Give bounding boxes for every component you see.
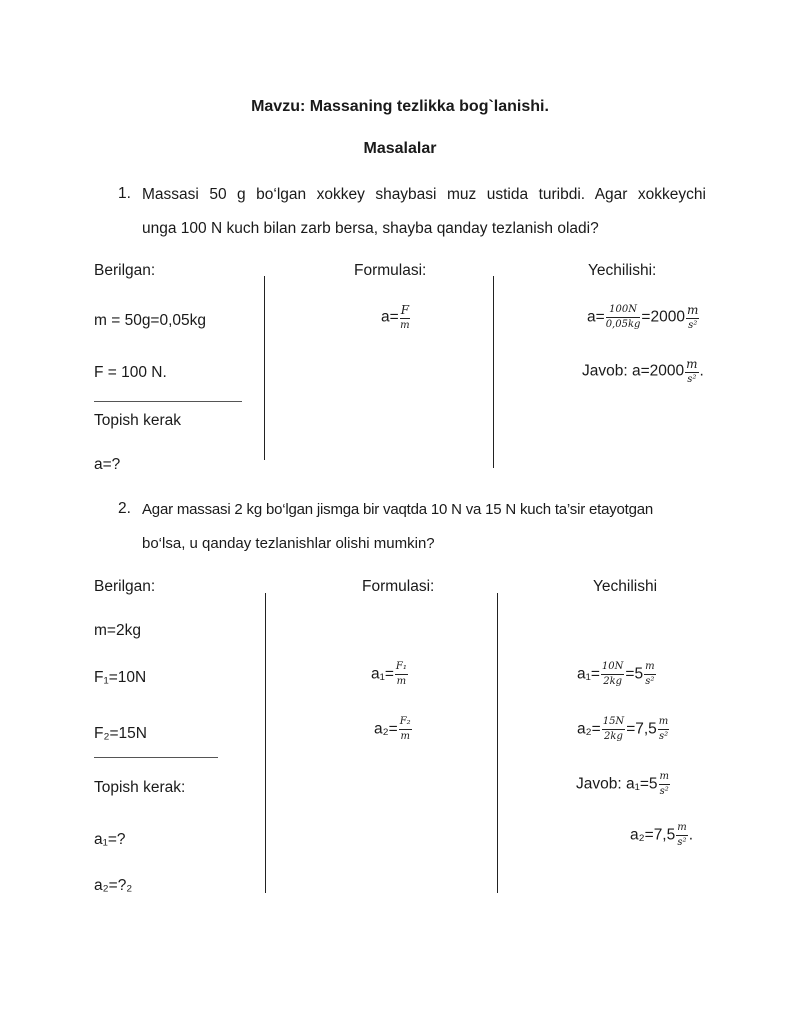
p1-solution-lhs: a= — [587, 308, 605, 326]
p2-formula-2-fraction — [399, 717, 412, 742]
p2-solution-1-unit-num: m — [644, 662, 655, 675]
p2-given-header: Berilgan: — [94, 578, 156, 595]
p1-find-label: Topish kerak — [94, 412, 182, 429]
p1-formula-lhs: a= — [381, 308, 399, 326]
p2-solution-1 — [577, 662, 657, 687]
p2-given-separator — [94, 757, 218, 758]
p1-solution-unit-num: m — [686, 303, 699, 317]
p2-formula-1-num: F₁ — [395, 662, 408, 675]
p2-given-force-2: F₂=15N — [94, 725, 147, 742]
p2-solution-2-unit-num: m — [658, 717, 669, 730]
problem-2-number: 2. — [118, 500, 131, 517]
p2-find-value-2: a₂=?₂ — [94, 877, 133, 894]
p2-solution-1-fraction — [601, 662, 624, 687]
p1-answer-unit-den: s² — [687, 374, 697, 385]
page-title: Mavzu: Massaning tezlikka bog`lanishi. — [251, 98, 549, 115]
p1-formula-fraction — [400, 304, 410, 331]
p2-solution-2-unit-den: s² — [658, 731, 669, 742]
p1-answer-unit — [685, 358, 698, 385]
p2-formula-2-num: F₂ — [399, 717, 412, 730]
p1-solution-unit-den: s² — [688, 320, 698, 331]
p2-solution-1-lhs: a₁= — [577, 665, 600, 683]
p2-answer-2-suffix: . — [688, 826, 694, 844]
p1-given-force: F = 100 N. — [94, 364, 167, 381]
p1-answer — [582, 358, 704, 385]
p2-solution-2-den: 2kg — [604, 731, 623, 742]
p1-given-mass: m = 50g=0,05kg — [94, 312, 207, 329]
p2-formula-1-fraction — [395, 662, 408, 687]
p2-divider-left — [265, 593, 266, 893]
p2-solution-1-unit — [644, 662, 655, 687]
p2-answer-1-unit-den: s² — [659, 786, 669, 797]
p2-answer-2-unit — [676, 823, 687, 848]
p2-find-label: Topish kerak: — [94, 779, 186, 796]
p1-formula-header: Formulasi: — [354, 262, 427, 279]
p1-given-header: Berilgan: — [94, 262, 156, 279]
p2-formula-2-den: m — [400, 731, 410, 742]
problem-1-text-line-1: Massasi 50 g bo‘lgan xokkey shaybasi muz ustida turibdi. Agar xokkeychi — [142, 186, 706, 203]
problem-1-number: 1. — [118, 185, 131, 202]
p2-solution-1-num: 10N — [601, 662, 624, 675]
p2-answer-1-unit — [659, 772, 670, 797]
p1-solution-unit — [686, 304, 699, 331]
p2-formula-1 — [371, 662, 409, 687]
p2-answer-1-text: Javob: a₁=5 — [576, 775, 658, 793]
p1-solution-fraction — [606, 305, 641, 330]
p2-given-force-1: F₁=10N — [94, 669, 147, 686]
section-subtitle: Masalalar — [363, 140, 437, 157]
problem-2-text-line-1: Agar massasi 2 kg bo‘lgan jismga bir vaqtda 10 N va 15 N kuch ta’sir etayotgan — [142, 501, 654, 518]
p2-formula-2-lhs: a₂= — [374, 720, 398, 738]
p1-formula — [381, 304, 411, 331]
p2-answer-2-unit-num: m — [676, 823, 687, 836]
p2-solution-2-fraction — [602, 717, 625, 742]
p1-divider-left — [264, 276, 265, 460]
p1-find-value: a=? — [94, 456, 121, 473]
p2-formula-2 — [374, 717, 413, 742]
p1-formula-den: m — [400, 320, 410, 331]
p1-solution-result: =2000 — [641, 308, 685, 326]
p2-answer-2 — [630, 823, 693, 848]
problem-2-text-line-2: bo‘lsa, u qanday tezlanishlar olishi mumkin? — [142, 535, 435, 552]
p1-solution-num: 100N — [606, 305, 641, 318]
p2-solution-1-den: 2kg — [603, 676, 623, 687]
p2-formula-1-lhs: a₁= — [371, 665, 394, 683]
p1-given-separator — [94, 401, 242, 402]
p2-solution-2-unit — [658, 717, 669, 742]
p1-answer-suffix: . — [699, 362, 704, 380]
p2-answer-1 — [576, 772, 671, 797]
p2-given-mass: m=2kg — [94, 622, 141, 639]
p2-solution-2-lhs: a₂= — [577, 720, 601, 738]
p1-answer-text: Javob: a=2000 — [582, 362, 685, 380]
p1-solution — [587, 304, 700, 331]
p1-formula-num: F — [400, 303, 410, 317]
p2-solution-1-result: =5 — [625, 665, 644, 683]
p1-answer-unit-num: m — [686, 357, 698, 371]
p2-solution-header: Yechilishi — [593, 578, 658, 595]
p1-divider-right — [493, 276, 494, 468]
p2-answer-1-unit-num: m — [659, 772, 670, 785]
p2-answer-2-unit-den: s² — [677, 837, 687, 848]
p2-solution-1-unit-den: s² — [645, 676, 655, 687]
p2-divider-right — [497, 593, 498, 893]
p2-formula-1-den: m — [396, 676, 407, 687]
p1-solution-den: 0,05kg — [605, 319, 641, 330]
p2-solution-2 — [577, 717, 670, 742]
problem-1-text — [142, 178, 706, 246]
p2-answer-2-text: a₂=7,5 — [630, 826, 676, 844]
p2-formula-header: Formulasi: — [362, 578, 435, 595]
problem-1-text-line-2: unga 100 N kuch bilan zarb bersa, shayba qanday tezlanish oladi? — [142, 220, 599, 237]
p2-find-value-1: a₁=? — [94, 831, 126, 848]
p2-solution-2-result: =7,5 — [626, 720, 657, 738]
p2-solution-2-num: 15N — [602, 717, 625, 730]
problem-2-text — [142, 493, 706, 561]
p1-solution-header: Yechilishi: — [588, 262, 657, 279]
